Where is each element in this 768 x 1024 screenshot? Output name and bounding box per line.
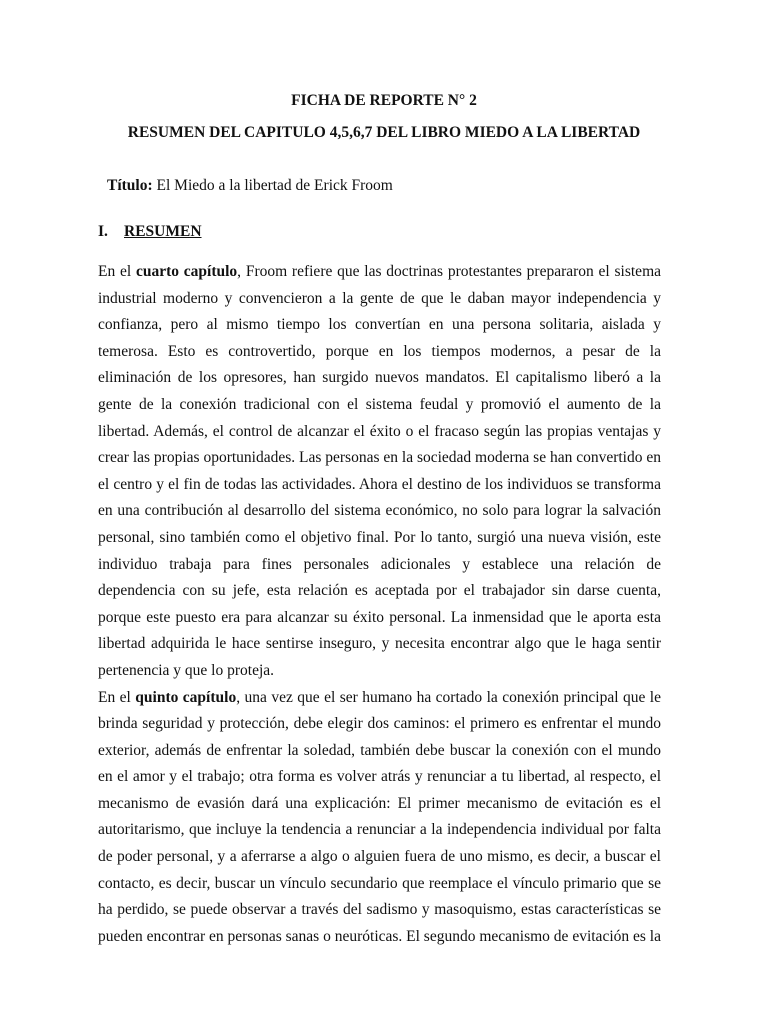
title-field-value: El Miedo a la libertad de Erick Froom <box>152 177 393 194</box>
paragraph-1-text: , Froom refiere que las doctrinas protestantes prepararon el sistema industrial moderno y convencieron a la gente de que le daban mayor independencia y confianza, pero al mismo tiempo los convertían en una persona solitaria, aislada y temerosa. Esto es controvertido, porque en los tiempos modernos, a pesar de la eliminación de los opresores, han surgido nuevos mandatos. El capitalismo liberó a la gente de la conexión tradicional con el sistema feudal y promovió el aumento de la libertad. Además, el control de alcanzar el éxito o el fracaso según las propias ventajas y crear las propias oportunidades. Las personas en la sociedad moderna se han convertido en el centro y el fin de todas las actividades. Ahora el destino de los individuos se transforma en una contribución al desarrollo del sistema económico, no solo para lograr la salvación personal, sino también como el objetivo final. Por lo tanto, surgió una nueva visión, este individuo trabaja para fines personales adicionales y establece una relación de dependencia con su jefe, esta relación es aceptada por el trabajador sin darse cuenta, porque este puesto era para alcanzar su éxito personal. La inmensidad que le aporta esta libertad adquirida le hace sentirse inseguro, y necesita encontrar algo que le haga sentir pertenencia y que lo proteja. <box>98 263 662 679</box>
body-text <box>98 259 661 950</box>
section-heading-label: RESUMEN <box>124 223 202 240</box>
section-heading <box>98 222 202 242</box>
title-field <box>107 176 393 196</box>
paragraph-2-text: , una vez que el ser humano ha cortado la conexión principal que le brinda seguridad y protección, debe elegir dos caminos: el primero es enfrentar el mundo exterior, además de enfrentar la soledad, también debe buscar la conexión con el mundo en el amor y el trabajo; otra forma es volver atrás y renunciar a tu libertad, al respecto, el mecanismo de evasión dará una explicación: El primer mecanismo de evitación es el autoritarismo, que incluye la tendencia a renunciar a la independencia individual por falta de poder personal, y a aferrarse a algo o alguien fuera de uno mismo, es decir, a buscar el contacto, es decir, buscar un vínculo secundario que reemplace el vínculo primario que se ha perdido, se puede observar a través del sadismo y masoquismo, estas características se pueden encontrar en personas sanas o neuróticas. El segundo mecanismo de evitación es la <box>98 688 661 945</box>
section-number: I. <box>98 223 108 240</box>
paragraph-chapter-5 <box>98 685 661 951</box>
paragraph-1-lead: En el <box>98 263 136 280</box>
report-subtitle: RESUMEN DEL CAPITULO 4,5,6,7 DEL LIBRO MIEDO A LA LIBERTAD <box>127 124 641 141</box>
paragraph-2-bold: quinto capítulo <box>135 688 237 706</box>
title-field-label: Título: <box>107 177 153 194</box>
report-title: FICHA DE REPORTE N° 2 <box>291 92 477 109</box>
paragraph-2-lead: En el <box>98 688 136 706</box>
paragraph-chapter-4 <box>98 259 661 685</box>
paragraph-1-bold: cuarto capítulo <box>135 263 238 280</box>
